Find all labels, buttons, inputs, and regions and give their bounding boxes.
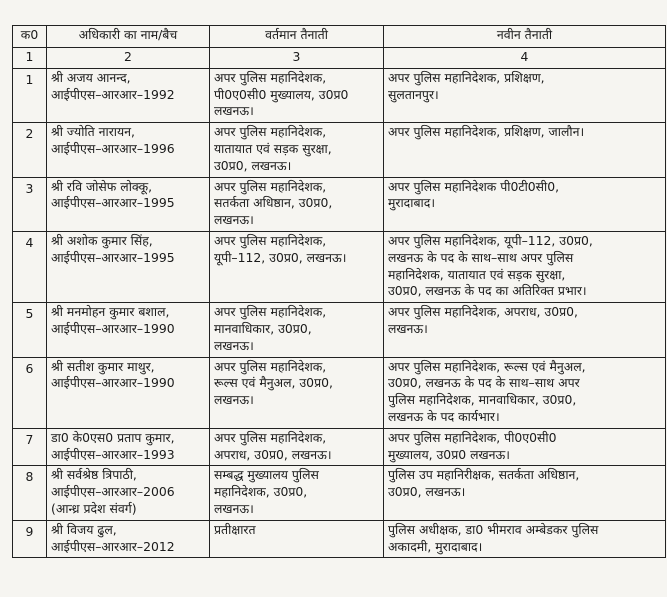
serial-number: 1 <box>13 68 47 122</box>
new-posting-cell <box>384 68 666 122</box>
new-posting-cell <box>384 177 666 231</box>
current-posting-line: अपर पुलिस महानिदेशक, <box>214 358 327 374</box>
table-row <box>13 466 666 520</box>
new-posting-cell <box>384 123 666 177</box>
current-posting-line: रूल्स एवं मैनुअल, उ0प्र0, <box>214 375 333 391</box>
current-posting-line: अपर पुलिस महानिदेशक, <box>214 232 327 248</box>
officer-name-line: आईपीएस–आरआर–1992 <box>51 86 175 102</box>
officer-name-line: श्री सतीश कुमार माथुर, <box>51 358 155 374</box>
new-posting-line: अपर पुलिस महानिदेशक, अपराध, उ0प्र0, <box>388 304 578 320</box>
table-row <box>13 357 666 428</box>
officer-name-cell <box>47 177 210 231</box>
header-serial: क0 <box>13 26 47 48</box>
new-posting-line: पुलिस अधीक्षक, डा0 भीमराव अम्बेडकर पुलिस <box>388 521 599 537</box>
new-posting-line: अपर पुलिस महानिदेशक, यूपी–112, उ0प्र0, <box>388 232 593 248</box>
serial-number: 4 <box>13 231 47 302</box>
column-number: 2 <box>47 48 210 69</box>
new-posting-cell <box>384 303 666 357</box>
column-number: 3 <box>210 48 384 69</box>
new-posting-line: अपर पुलिस महानिदेशक पी0टी0सी0, <box>388 178 560 194</box>
serial-number: 9 <box>13 520 47 558</box>
new-posting-line: मुरादाबाद। <box>388 195 436 211</box>
officer-name-line: श्री अशोक कुमार सिंह, <box>51 232 153 248</box>
current-posting-line: लखनऊ। <box>214 212 254 228</box>
officer-name-line: श्री विजय ढुल, <box>51 521 117 537</box>
officer-name-cell <box>47 428 210 466</box>
officer-name-line: श्री रवि जोसेफ लोक्कू, <box>51 178 153 194</box>
officer-name-line: आईपीएस–आरआर–1995 <box>51 195 175 211</box>
current-posting-line: लखनऊ। <box>214 103 254 119</box>
table-row <box>13 231 666 302</box>
current-posting-line: अपर पुलिस महानिदेशक, <box>214 124 327 140</box>
current-posting-line: पी0ए0सी0 मुख्यालय, उ0प्र0 <box>214 86 349 102</box>
current-posting-line: अपर पुलिस महानिदेशक, <box>214 429 327 445</box>
transfer-table <box>12 25 666 558</box>
current-posting-line: सम्बद्ध मुख्यालय पुलिस <box>214 467 319 483</box>
current-posting-line: प्रतीक्षारत <box>214 521 256 537</box>
column-number: 4 <box>384 48 666 69</box>
current-posting-line: लखनऊ। <box>214 500 254 516</box>
officer-name-line: श्री ज्योति नारायन, <box>51 124 135 140</box>
new-posting-line: लखनऊ के पद के साथ–साथ अपर पुलिस <box>388 249 574 265</box>
current-posting-cell <box>210 68 384 122</box>
new-posting-cell <box>384 466 666 520</box>
header-current-posting: वर्तमान तैनाती <box>210 26 384 48</box>
table-row <box>13 520 666 558</box>
serial-number: 6 <box>13 357 47 428</box>
new-posting-cell <box>384 428 666 466</box>
new-posting-line: लखनऊ। <box>388 320 428 336</box>
current-posting-line: अपर पुलिस महानिदेशक, <box>214 69 327 85</box>
new-posting-line: अपर पुलिस महानिदेशक, प्रशिक्षण, <box>388 69 545 85</box>
officer-name-line: श्री अजय आनन्द, <box>51 69 131 85</box>
serial-number: 2 <box>13 123 47 177</box>
header-new-posting: नवीन तैनाती <box>384 26 666 48</box>
column-number-row <box>13 48 666 69</box>
officer-name-line: श्री सर्वश्रेष्ठ त्रिपाठी, <box>51 467 137 483</box>
header-row <box>13 26 666 48</box>
officer-name-cell <box>47 123 210 177</box>
current-posting-line: लखनऊ। <box>214 337 254 353</box>
current-posting-line: अपराध, उ0प्र0, लखनऊ। <box>214 446 332 462</box>
officer-name-line: श्री मनमोहन कुमार बशाल, <box>51 304 170 320</box>
officer-name-line: डा0 के0एस0 प्रताप कुमार, <box>51 429 175 445</box>
officer-name-cell <box>47 466 210 520</box>
current-posting-cell <box>210 303 384 357</box>
officer-name-line: (आन्ध्र प्रदेश संवर्ग) <box>51 500 137 516</box>
table-row <box>13 123 666 177</box>
table-row <box>13 68 666 122</box>
new-posting-cell <box>384 357 666 428</box>
officer-name-cell <box>47 68 210 122</box>
new-posting-cell <box>384 520 666 558</box>
serial-number: 7 <box>13 428 47 466</box>
officer-name-cell <box>47 303 210 357</box>
current-posting-line: अपर पुलिस महानिदेशक, <box>214 178 327 194</box>
current-posting-cell <box>210 357 384 428</box>
officer-name-line: आईपीएस–आरआर–2012 <box>51 538 175 554</box>
current-posting-line: सतर्कता अधिष्ठान, उ0प्र0, <box>214 195 333 211</box>
current-posting-line: अपर पुलिस महानिदेशक, <box>214 304 327 320</box>
serial-number: 5 <box>13 303 47 357</box>
current-posting-line: यातायात एवं सड़क सुरक्षा, <box>214 140 332 156</box>
new-posting-line: मुख्यालय, उ0प्र0 लखनऊ। <box>388 446 510 462</box>
officer-name-line: आईपीएस–आरआर–1990 <box>51 375 175 391</box>
current-posting-cell <box>210 123 384 177</box>
new-posting-line: उ0प्र0, लखनऊ के पद के साथ–साथ अपर <box>388 375 580 391</box>
new-posting-line: उ0प्र0, लखनऊ। <box>388 484 466 500</box>
new-posting-line: अपर पुलिस महानिदेशक, प्रशिक्षण, जालौन। <box>388 124 585 140</box>
officer-name-line: आईपीएस–आरआर–1996 <box>51 140 175 156</box>
new-posting-line: अपर पुलिस महानिदेशक, रूल्स एवं मैनुअल, <box>388 358 586 374</box>
new-posting-line: सुलतानपुर। <box>388 86 439 102</box>
officer-name-line: आईपीएस–आरआर–1993 <box>51 446 175 462</box>
header-officer-name: अधिकारी का नाम/बैच <box>47 26 210 48</box>
current-posting-cell <box>210 428 384 466</box>
current-posting-cell <box>210 466 384 520</box>
new-posting-line: पुलिस महानिदेशक, मानवाधिकार, उ0प्र0, <box>388 392 577 408</box>
table-row <box>13 177 666 231</box>
officer-name-line: आईपीएस–आरआर–2006 <box>51 484 175 500</box>
new-posting-line: अपर पुलिस महानिदेशक, पी0ए0सी0 <box>388 429 557 445</box>
current-posting-line: लखनऊ। <box>214 392 254 408</box>
current-posting-line: महानिदेशक, उ0प्र0, <box>214 484 308 500</box>
current-posting-cell <box>210 177 384 231</box>
officer-name-line: आईपीएस–आरआर–1995 <box>51 249 175 265</box>
new-posting-line: उ0प्र0, लखनऊ के पद का अतिरिक्त प्रभार। <box>388 283 587 299</box>
new-posting-cell <box>384 231 666 302</box>
new-posting-line: लखनऊ के पद कार्यभार। <box>388 408 500 424</box>
current-posting-cell <box>210 231 384 302</box>
officer-name-cell <box>47 231 210 302</box>
officer-name-line: आईपीएस–आरआर–1990 <box>51 320 175 336</box>
officer-name-cell <box>47 357 210 428</box>
current-posting-cell <box>210 520 384 558</box>
current-posting-line: यूपी–112, उ0प्र0, लखनऊ। <box>214 249 347 265</box>
serial-number: 3 <box>13 177 47 231</box>
new-posting-line: पुलिस उप महानिरीक्षक, सतर्कता अधिष्ठान, <box>388 467 580 483</box>
table-row <box>13 428 666 466</box>
serial-number: 8 <box>13 466 47 520</box>
table-row <box>13 303 666 357</box>
officer-name-cell <box>47 520 210 558</box>
new-posting-line: महानिदेशक, यातायात एवं सड़क सुरक्षा, <box>388 266 566 282</box>
new-posting-line: अकादमी, मुरादाबाद। <box>388 538 483 554</box>
current-posting-line: उ0प्र0, लखनऊ। <box>214 157 292 173</box>
column-number: 1 <box>13 48 47 69</box>
current-posting-line: मानवाधिकार, उ0प्र0, <box>214 320 312 336</box>
